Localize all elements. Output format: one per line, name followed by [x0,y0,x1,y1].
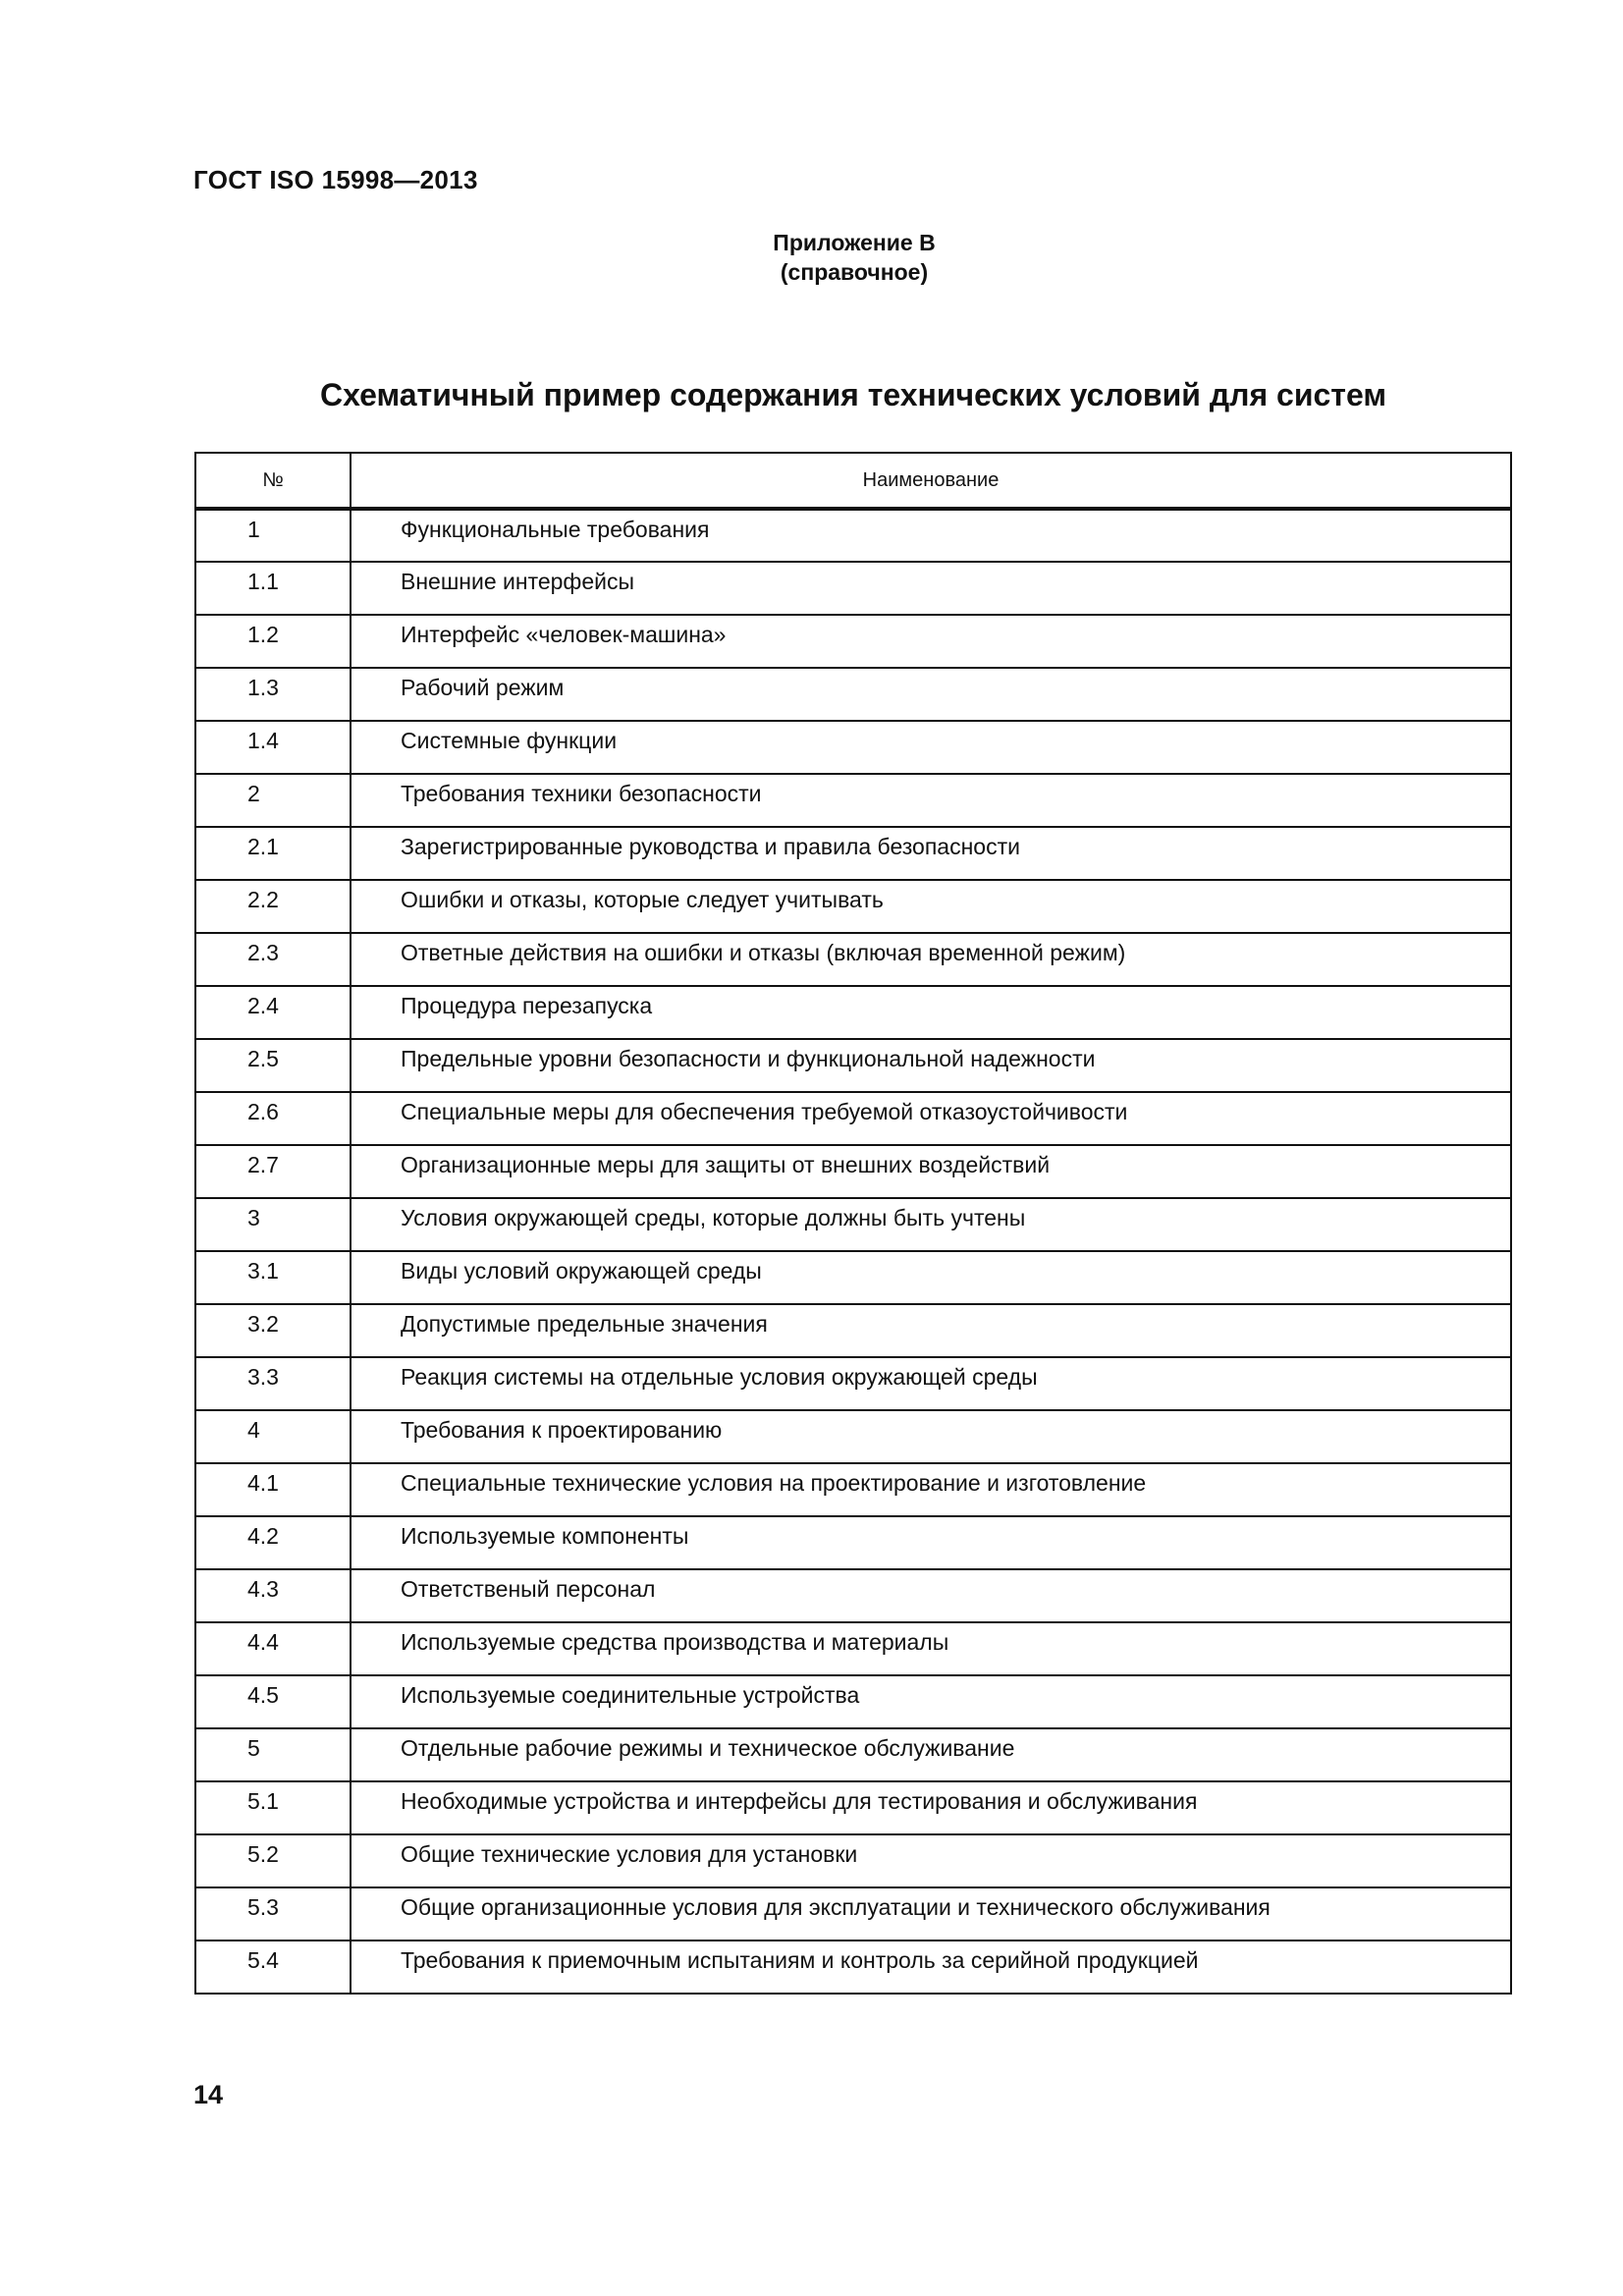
table-row [195,1781,1511,1834]
row-number: 4.3 [195,1569,351,1622]
row-name: Используемые компоненты [351,1516,1511,1569]
row-name: Специальные технические условия на проектирование и изготовление [351,1463,1511,1516]
row-name: Общие организационные условия для эксплуатации и технического обслуживания [351,1887,1511,1941]
row-name: Необходимые устройства и интерфейсы для тестирования и обслуживания [351,1781,1511,1834]
table-row [195,827,1511,880]
row-number: 2.4 [195,986,351,1039]
table-row [195,509,1511,562]
table-row [195,1039,1511,1092]
row-number: 5 [195,1728,351,1781]
table-row [195,721,1511,774]
row-number: 3.1 [195,1251,351,1304]
row-number: 1 [195,509,351,562]
row-number: 3.3 [195,1357,351,1410]
column-header-name: Наименование [351,453,1511,509]
row-number: 4 [195,1410,351,1463]
row-number: 5.2 [195,1834,351,1887]
table-row [195,562,1511,615]
row-number: 4.5 [195,1675,351,1728]
column-header-number: № [195,453,351,509]
table-row [195,1304,1511,1357]
table-row [195,774,1511,827]
table-row [195,1410,1511,1463]
table-row [195,1887,1511,1941]
row-name: Предельные уровни безопасности и функциональной надежности [351,1039,1511,1092]
row-number: 1.3 [195,668,351,721]
table-row [195,880,1511,933]
row-number: 1.2 [195,615,351,668]
row-name: Специальные меры для обеспечения требуемой отказоустойчивости [351,1092,1511,1145]
table-row [195,1834,1511,1887]
row-number: 5.3 [195,1887,351,1941]
row-number: 5.4 [195,1941,351,1994]
table-title: Схематичный пример содержания технических условий для систем [319,377,1387,412]
row-number: 4.2 [195,1516,351,1569]
row-number: 2.3 [195,933,351,986]
row-name: Требования техники безопасности [351,774,1511,827]
appendix-subtitle: (справочное) [780,259,929,285]
row-name: Зарегистрированные руководства и правила безопасности [351,827,1511,880]
appendix-title: Приложение В [773,230,936,255]
row-number: 2.6 [195,1092,351,1145]
row-name: Процедура перезапуска [351,986,1511,1039]
appendix-heading [550,228,1159,287]
row-name: Функциональные требования [351,509,1511,562]
row-name: Внешние интерфейсы [351,562,1511,615]
row-number: 2.7 [195,1145,351,1198]
row-number: 2.1 [195,827,351,880]
row-number: 4.1 [195,1463,351,1516]
row-number: 3 [195,1198,351,1251]
row-name: Системные функции [351,721,1511,774]
row-name: Реакция системы на отдельные условия окружающей среды [351,1357,1511,1410]
table-row [195,1516,1511,1569]
row-number: 1.1 [195,562,351,615]
table-row [195,1357,1511,1410]
table-row [195,1569,1511,1622]
row-number: 3.2 [195,1304,351,1357]
table-body [195,509,1511,1994]
row-number: 5.1 [195,1781,351,1834]
row-number: 1.4 [195,721,351,774]
table-row [195,1198,1511,1251]
row-name: Рабочий режим [351,668,1511,721]
row-name: Общие технические условия для установки [351,1834,1511,1887]
table-row [195,1675,1511,1728]
row-name: Ответственый персонал [351,1569,1511,1622]
row-name: Отдельные рабочие режимы и техническое обслуживание [351,1728,1511,1781]
row-name: Ошибки и отказы, которые следует учитывать [351,880,1511,933]
table-row [195,1728,1511,1781]
table-header-row [195,453,1511,509]
table-row [195,615,1511,668]
row-name: Условия окружающей среды, которые должны быть учтены [351,1198,1511,1251]
table-row [195,1941,1511,1994]
row-name: Используемые соединительные устройства [351,1675,1511,1728]
row-name: Требования к приемочным испытаниям и контроль за серийной продукцией [351,1941,1511,1994]
row-name: Ответные действия на ошибки и отказы (включая временной режим) [351,933,1511,986]
table-row [195,1145,1511,1198]
row-name: Требования к проектированию [351,1410,1511,1463]
specification-table [194,452,1512,1995]
table-row [195,1463,1511,1516]
row-name: Виды условий окружающей среды [351,1251,1511,1304]
table-row [195,1622,1511,1675]
row-name: Интерфейс «человек-машина» [351,615,1511,668]
row-number: 2 [195,774,351,827]
row-number: 2.5 [195,1039,351,1092]
row-name: Используемые средства производства и материалы [351,1622,1511,1675]
page-number: 14 [193,2080,224,2109]
table-row [195,1092,1511,1145]
document-code: ГОСТ ISO 15998—2013 [193,165,478,194]
row-name: Допустимые предельные значения [351,1304,1511,1357]
row-name: Организационные меры для защиты от внешних воздействий [351,1145,1511,1198]
table-row [195,986,1511,1039]
table-row [195,1251,1511,1304]
table-row [195,933,1511,986]
row-number: 4.4 [195,1622,351,1675]
row-number: 2.2 [195,880,351,933]
table-row [195,668,1511,721]
